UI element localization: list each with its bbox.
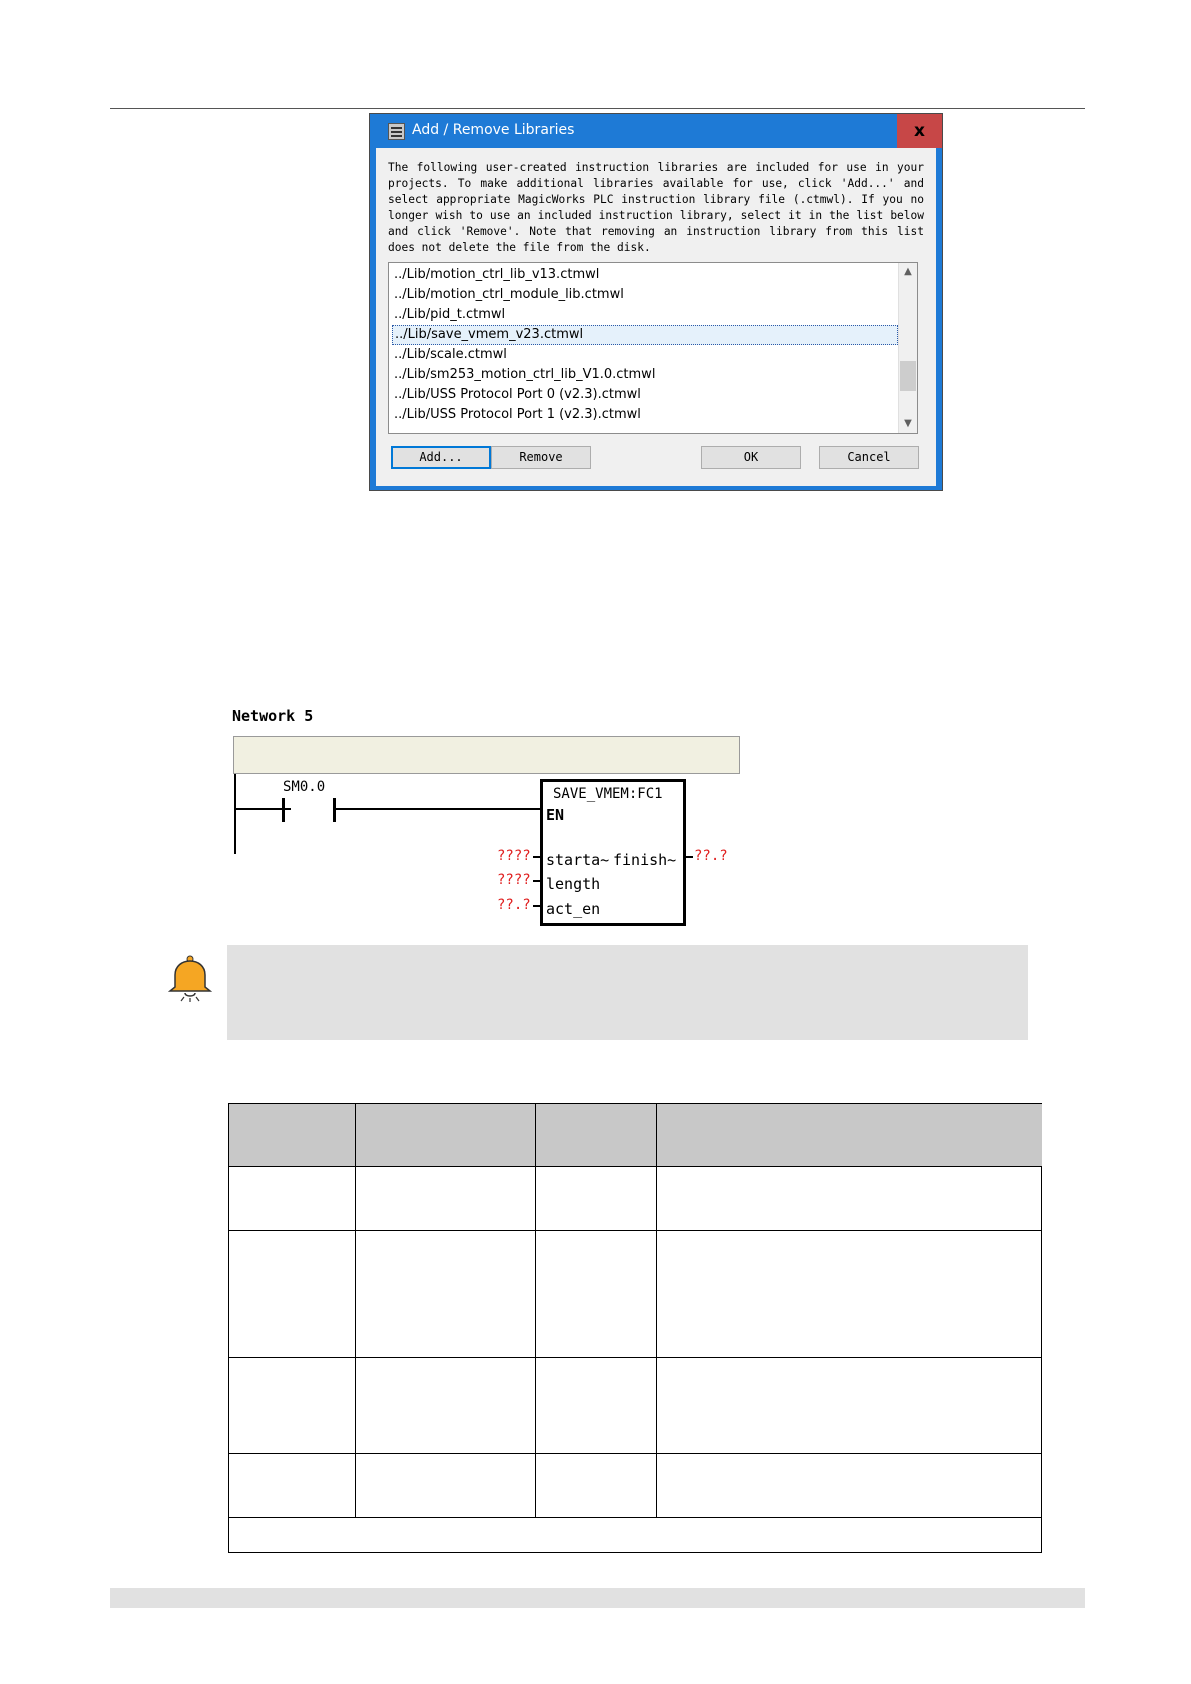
cancel-button[interactable]: Cancel [819,446,919,469]
table-cell [536,1231,657,1358]
note-box [227,945,1028,1040]
rung-wire [335,808,541,810]
finish-operand[interactable]: ??.? [694,848,728,864]
table-header-cell [356,1104,536,1167]
starta-pin: starta~ [546,851,610,869]
table-cell [356,1231,536,1358]
contact-left-bar [282,798,285,822]
table-cell [536,1454,657,1518]
length-operand[interactable]: ???? [497,872,531,888]
library-app-icon [388,123,405,140]
length-pin: length [546,875,601,893]
scroll-thumb[interactable] [900,361,916,391]
act-en-operand[interactable]: ??.? [497,897,531,913]
table-cell [229,1231,356,1358]
table-cell [229,1167,356,1231]
page-footer-bar [110,1588,1085,1608]
table-cell [356,1454,536,1518]
network-comment-field[interactable] [233,736,740,774]
list-item[interactable]: ../Lib/USS Protocol Port 1 (v2.3).ctmwl [394,407,641,422]
pin-stub [685,856,693,858]
library-list[interactable] [388,262,918,434]
table-header-cell [536,1104,657,1167]
list-item[interactable]: ../Lib/sm253_motion_ctrl_lib_V1.0.ctmwl [394,367,656,382]
list-item[interactable]: ../Lib/pid_t.ctmwl [394,307,506,322]
list-scrollbar[interactable] [898,263,917,433]
page-header-rule [110,108,1085,109]
save-vmem-function-block[interactable] [540,779,686,926]
pin-stub [533,880,541,882]
list-item[interactable]: ../Lib/USS Protocol Port 0 (v2.3).ctmwl [394,387,641,402]
ok-button[interactable]: OK [701,446,801,469]
add-remove-libraries-dialog [369,113,943,491]
power-rail [234,774,236,854]
dialog-title: Add / Remove Libraries [412,122,575,138]
contact-right-bar [333,798,336,822]
add-button[interactable]: Add... [391,446,491,469]
scroll-up-icon[interactable]: ▲ [904,266,912,277]
act-en-pin: act_en [546,900,601,918]
table-footer-cell [229,1518,1042,1552]
list-item[interactable]: ../Lib/motion_ctrl_module_lib.ctmwl [394,287,624,302]
table-cell [356,1167,536,1231]
contact-label: SM0.0 [283,779,326,795]
table-cell [657,1454,1042,1518]
table-header-cell [657,1104,1042,1167]
pin-stub [533,905,541,907]
en-pin: EN [546,806,565,824]
list-item[interactable]: ../Lib/motion_ctrl_lib_v13.ctmwl [394,267,600,282]
list-item-selected[interactable]: ../Lib/save_vmem_v23.ctmwl [392,325,898,345]
table-cell [657,1231,1042,1358]
table-cell [229,1358,356,1454]
function-block-name: SAVE_VMEM:FC1 [553,786,663,802]
network-title: Network 5 [232,707,314,725]
table-cell [229,1454,356,1518]
finish-pin: finish~ [613,851,677,869]
table-cell [657,1358,1042,1454]
table-cell [536,1358,657,1454]
table-header-cell [229,1104,356,1167]
bell-icon [164,953,216,1003]
starta-operand[interactable]: ???? [497,848,531,864]
table-cell [536,1167,657,1231]
pin-stub [533,856,541,858]
parameter-table [228,1103,1042,1553]
dialog-titlebar[interactable] [370,114,942,148]
ladder-network [225,770,755,930]
remove-button[interactable]: Remove [491,446,591,469]
dialog-description: The following user-created instruction libraries are included for use in your projects. To make additional libraries available for use, click 'Add...' and select appropriate MagicWorks PLC instruction library file (.ctmwl). If you no longer wish to use an included instruction library, select it in the list below and click 'Remove'. Note that removing an instruction library from this list does not delete the file from the disk. [388,161,924,254]
table-cell [657,1167,1042,1231]
list-item[interactable]: ../Lib/scale.ctmwl [394,347,507,362]
dialog-body [376,148,936,486]
scroll-down-icon[interactable]: ▼ [904,418,912,429]
close-button[interactable]: x [897,114,942,148]
table-cell [356,1358,536,1454]
